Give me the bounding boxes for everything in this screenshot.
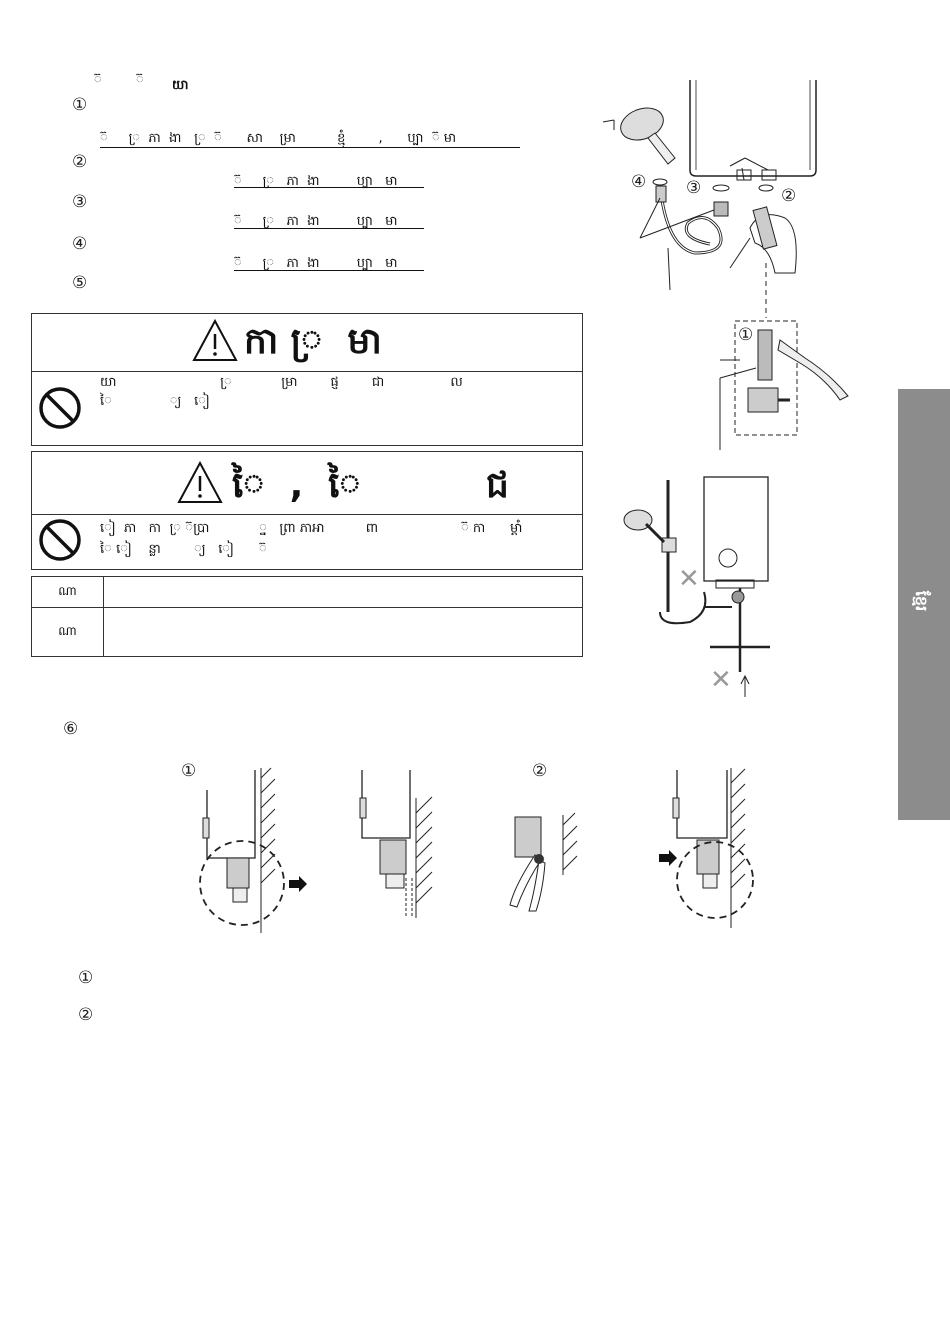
valve-figure-1 xyxy=(195,768,310,933)
table-row xyxy=(32,608,582,656)
hose-installation-figure xyxy=(600,78,860,458)
warning-line: យា ្រ ម្រា ផ្ញ ជា ល xyxy=(100,375,463,390)
side-tab-label: ខ្មែរ xyxy=(912,590,932,612)
figure-label: ② xyxy=(781,186,797,206)
step-number: ③ xyxy=(72,192,88,212)
svg-text:✕: ✕ xyxy=(678,564,700,594)
step-underline xyxy=(234,257,424,271)
caution-title: ៃ , ៃ ជ xyxy=(232,465,509,506)
step-number: ⑥ xyxy=(63,719,79,739)
step-number: ④ xyxy=(72,234,88,254)
intro-fragment: ៊ xyxy=(94,73,102,88)
step1-text: ៊ ្រ ភា ងា ្រ ៊ សា ម្រា ខ្មុំ , ប្បា ៊ មា xyxy=(100,131,457,146)
figure-label: ③ xyxy=(686,178,702,198)
footnote-number: ① xyxy=(78,968,94,988)
caution-line: ៀ ភា កា ្រ ៊ប្រា ្ន ព្រា ភាអា ពា ៊ កា ម្តាំ xyxy=(100,521,523,536)
step-underline xyxy=(234,215,424,229)
language-side-tab xyxy=(898,389,950,820)
note-table xyxy=(31,576,583,657)
prohibited-icon xyxy=(38,386,82,430)
figure-label: ① xyxy=(181,761,197,781)
svg-text:✕: ✕ xyxy=(710,665,732,695)
valve-figure-2 xyxy=(360,768,435,928)
step-underline xyxy=(234,174,424,188)
figure-label: ④ xyxy=(631,172,647,192)
table-row-label: ណា xyxy=(32,577,104,607)
intro-fragment: ៊ xyxy=(136,73,144,88)
table-row-label: ណា xyxy=(32,608,104,656)
intro-heading: យា xyxy=(172,78,189,93)
pliers-figure xyxy=(495,805,585,915)
valve-figure-3 xyxy=(655,768,760,928)
footnote-number: ② xyxy=(78,1005,94,1025)
figure-label: ① xyxy=(738,325,754,345)
step-number: ⑤ xyxy=(72,273,88,293)
caution-triangle-icon xyxy=(177,460,223,506)
step-text: ៊ ្រ ភា ងា ប្បា មា xyxy=(234,256,398,271)
prohibited-icon xyxy=(38,518,82,562)
step-number: ① xyxy=(72,95,88,115)
step1-underline xyxy=(100,134,520,148)
warning-title: កា ្រ មា xyxy=(244,321,382,362)
step-text: ៊ ្រ ភា ងា ប្បា មា xyxy=(234,174,398,189)
warning-triangle-icon xyxy=(192,318,238,364)
warning-line: ៃ ្យ ៀ xyxy=(100,394,210,409)
figure-label: ② xyxy=(532,761,548,781)
heater-rail-figure xyxy=(620,472,820,702)
step-text: ៊ ្រ ភា ងា ប្បា មា xyxy=(234,214,398,229)
caution-line: ៃ ៀ ន្លា ្យ ៀ ៊ xyxy=(100,542,267,557)
step-number: ② xyxy=(72,152,88,172)
table-row xyxy=(32,577,582,608)
